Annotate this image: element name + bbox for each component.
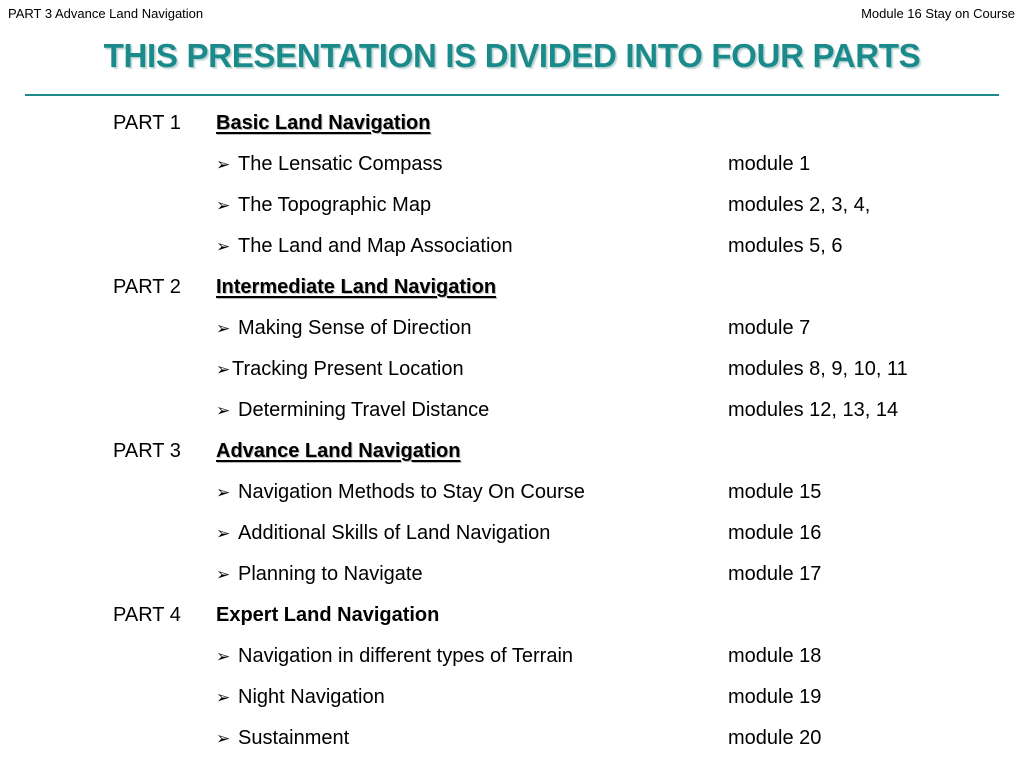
arrow-bullet-icon: ➢ bbox=[216, 401, 231, 420]
item-label: Navigation Methods to Stay On Course bbox=[238, 481, 585, 503]
item-module: modules 8, 9, 10, 11 bbox=[728, 358, 908, 380]
list-item bbox=[0, 185, 1024, 226]
arrow-bullet-icon: ➢ bbox=[216, 688, 231, 707]
list-item bbox=[0, 554, 1024, 595]
part-label: PART 1 bbox=[113, 112, 181, 134]
list-item bbox=[0, 472, 1024, 513]
item-module: module 7 bbox=[728, 317, 811, 339]
item-module: module 15 bbox=[728, 481, 822, 503]
parts-outline bbox=[0, 103, 1024, 759]
item-text bbox=[216, 554, 423, 595]
part-label: PART 2 bbox=[113, 276, 181, 298]
arrow-bullet-icon: ➢ bbox=[216, 647, 231, 666]
item-module: module 1 bbox=[728, 153, 811, 175]
item-label: Navigation in different types of Terrain bbox=[238, 645, 574, 667]
list-item bbox=[0, 718, 1024, 759]
item-text bbox=[216, 390, 489, 431]
item-module: module 18 bbox=[728, 645, 822, 667]
title-divider bbox=[25, 94, 999, 96]
item-label: Making Sense of Direction bbox=[238, 317, 472, 339]
item-label: The Lensatic Compass bbox=[238, 153, 443, 175]
item-label: Additional Skills of Land Navigation bbox=[238, 522, 551, 544]
list-item bbox=[0, 349, 1024, 390]
arrow-bullet-icon: ➢ bbox=[216, 729, 231, 748]
item-text bbox=[216, 185, 431, 226]
part-title: Intermediate Land Navigation bbox=[216, 276, 497, 298]
list-item bbox=[0, 677, 1024, 718]
list-item bbox=[0, 144, 1024, 185]
item-module: module 19 bbox=[728, 686, 822, 708]
part-row bbox=[0, 595, 1024, 636]
arrow-bullet-icon: ➢ bbox=[216, 196, 231, 215]
item-label: Determining Travel Distance bbox=[238, 399, 490, 421]
part-title: Expert Land Navigation bbox=[216, 604, 440, 626]
arrow-bullet-icon: ➢ bbox=[216, 319, 231, 338]
part-label: PART 3 bbox=[113, 440, 181, 462]
slide-title: THIS PRESENTATION IS DIVIDED INTO FOUR PARTS bbox=[103, 37, 921, 74]
list-item bbox=[0, 390, 1024, 431]
item-text bbox=[216, 144, 443, 185]
header-module-label: Module 16 Stay on Course bbox=[861, 6, 1015, 21]
item-label: Night Navigation bbox=[238, 686, 385, 708]
item-label: Sustainment bbox=[238, 727, 350, 749]
list-item bbox=[0, 226, 1024, 267]
part-title: Advance Land Navigation bbox=[216, 440, 461, 462]
part-row bbox=[0, 103, 1024, 144]
item-label: Tracking Present Location bbox=[232, 358, 464, 380]
item-label: The Topographic Map bbox=[238, 194, 432, 216]
part-label: PART 4 bbox=[113, 604, 181, 626]
item-text bbox=[216, 226, 513, 267]
item-text bbox=[216, 677, 385, 718]
part-title: Basic Land Navigation bbox=[216, 112, 431, 134]
header-part-label: PART 3 Advance Land Navigation bbox=[8, 6, 204, 21]
item-module: module 17 bbox=[728, 563, 822, 585]
arrow-bullet-icon: ➢ bbox=[216, 565, 231, 584]
list-item bbox=[0, 636, 1024, 677]
item-module: modules 2, 3, 4, bbox=[728, 194, 871, 216]
item-text bbox=[216, 349, 464, 390]
list-item bbox=[0, 308, 1024, 349]
item-text bbox=[216, 513, 550, 554]
arrow-bullet-icon: ➢ bbox=[216, 360, 231, 379]
item-module: module 20 bbox=[728, 727, 822, 749]
item-label: The Land and Map Association bbox=[238, 235, 513, 257]
part-row bbox=[0, 431, 1024, 472]
item-text bbox=[216, 308, 471, 349]
item-text bbox=[216, 636, 573, 677]
arrow-bullet-icon: ➢ bbox=[216, 524, 231, 543]
item-module: modules 5, 6 bbox=[728, 235, 843, 257]
arrow-bullet-icon: ➢ bbox=[216, 155, 231, 174]
list-item bbox=[0, 513, 1024, 554]
item-module: modules 12, 13, 14 bbox=[728, 399, 899, 421]
item-module: module 16 bbox=[728, 522, 822, 544]
part-row bbox=[0, 267, 1024, 308]
item-text bbox=[216, 718, 349, 759]
arrow-bullet-icon: ➢ bbox=[216, 237, 231, 256]
arrow-bullet-icon: ➢ bbox=[216, 483, 231, 502]
item-text bbox=[216, 472, 585, 513]
item-label: Planning to Navigate bbox=[238, 563, 423, 585]
